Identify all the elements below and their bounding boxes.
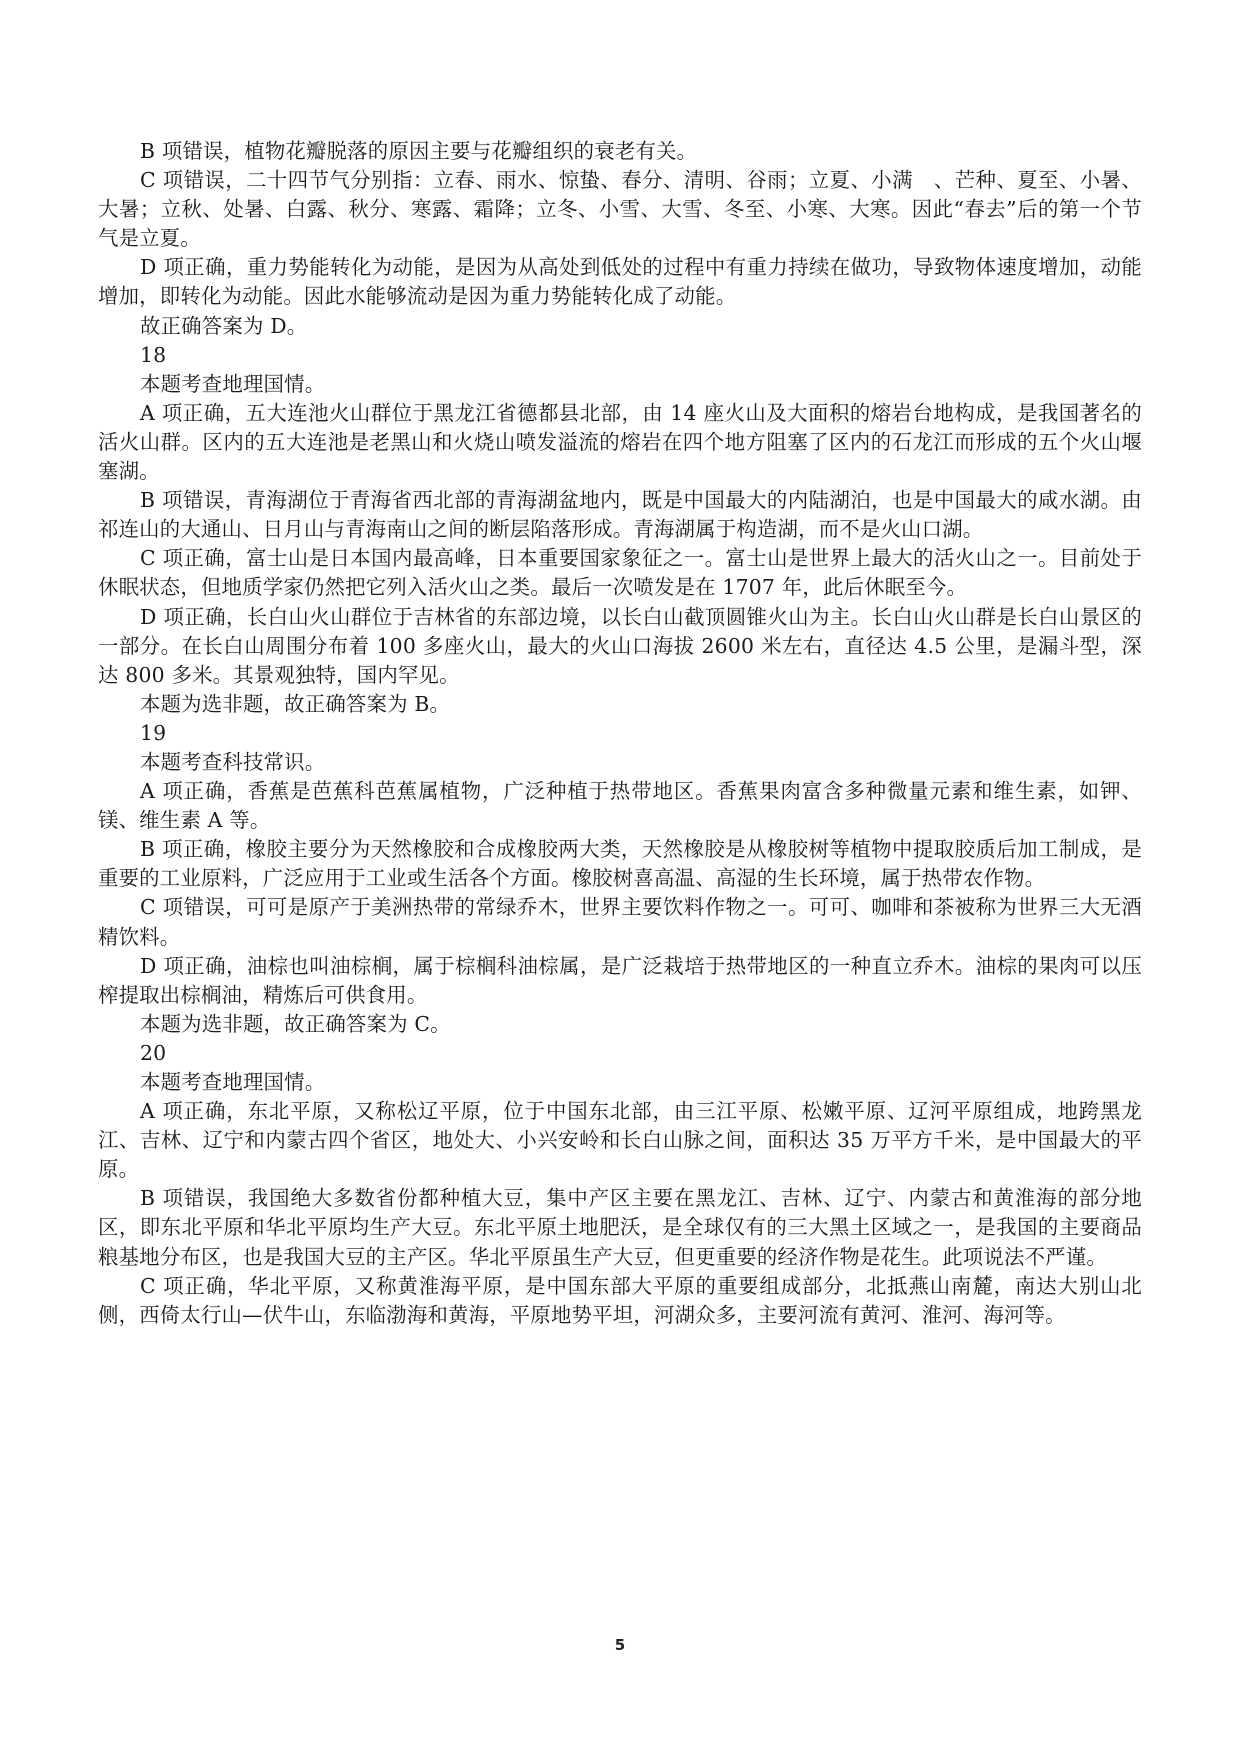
paragraph-option-a-q18: A 项正确，五大连池火山群位于黑龙江省德都县北部，由 14 座火山及大面积的熔岩台地构成，是我国著名的活火山群。区内的五大连池是老黑山和火烧山喷发溢流的熔岩在四个地方阻塞了区内的石龙江而形成的五个火山堰塞湖。	[98, 400, 1142, 484]
topic-q20: 本题考查地理国情。	[140, 1070, 326, 1094]
paragraph-option-c-q20: C 项正确，华北平原，又称黄淮海平原，是中国东部大平原的重要组成部分，北抵燕山南麓，南达大别山北侧，西倚太行山—伏牛山，东临渤海和黄海，平原地势平坦，河湖众多，主要河流有黄河、淮河、海河等。	[98, 1273, 1142, 1327]
document-body	[98, 137, 1142, 1330]
paragraph-option-b-q17: B 项错误，植物花瓣脱落的原因主要与花瓣组织的衰老有关。	[140, 139, 698, 163]
question-number-18: 18	[140, 342, 167, 367]
paragraph-option-d-q18: D 项正确，长白山火山群位于吉林省的东部边境，以长白山截顶圆锥火山为主。长白山火山群是长白山景区的一部分。在长白山周围分布着 100 多座火山，最大的火山口海拔 2600 米左右，直径达 4.5 公里，是漏斗型，深达 800 多米。其景观独特，国内罕见。	[98, 604, 1142, 687]
paragraph-option-c-q19: C 项错误，可可是原产于美洲热带的常绿乔木，世界主要饮料作物之一。可可、咖啡和茶被称为世界三大无酒精饮料。	[98, 895, 1142, 949]
topic-q19: 本题考查科技常识。	[140, 749, 326, 774]
paragraph-option-d-q17: D 项正确，重力势能转化为动能，是因为从高处到低处的过程中有重力持续在做功，导致物体速度增加，动能增加，即转化为动能。因此水能够流动是因为重力势能转化成了动能。	[98, 255, 1142, 309]
topic-q18: 本题考查地理国情。	[140, 371, 326, 396]
answer-q19: 本题为选非题，故正确答案为 C。	[140, 1011, 451, 1036]
paragraph-option-b-q18: B 项错误，青海湖位于青海省西北部的青海湖盆地内，既是中国最大的内陆湖泊，也是中国最大的咸水湖。由祁连山的大通山、日月山与青海南山之间的断层陷落形成。青海湖属于构造湖，而不是火山口湖。	[98, 488, 1142, 542]
paragraph-option-a-q20: A 项正确，东北平原，又称松辽平原，位于中国东北部，由三江平原、松嫩平原、辽河平原组成，地跨黑龙江、吉林、辽宁和内蒙古四个省区，地处大、小兴安岭和长白山脉之间，面积达 35 万平方千米，是中国最大的平原。	[98, 1099, 1142, 1182]
question-number-20: 20	[140, 1040, 167, 1065]
answer-q18: 本题为选非题，故正确答案为 B。	[140, 691, 451, 716]
answer-q17: 故正确答案为 D。	[140, 313, 308, 338]
paragraph-option-b-q19: B 项正确，橡胶主要分为天然橡胶和合成橡胶两大类，天然橡胶是从橡胶树等植物中提取胶质后加工制成，是重要的工业原料，广泛应用于工业或生活各个方面。橡胶树喜高温、高湿的生长环境，属于热带农作物。	[98, 837, 1142, 891]
paragraph-option-c-q18: C 项正确，富士山是日本国内最高峰，日本重要国家象征之一。富士山是世界上最大的活火山之一。目前处于休眠状态，但地质学家仍然把它列入活火山之类。最后一次喷发是在 1707 年，此后休眠至今。	[98, 546, 1142, 600]
paragraph-option-a-q19: A 项正确，香蕉是芭蕉科芭蕉属植物，广泛种植于热带地区。香蕉果肉富含多种微量元素和维生素，如钾、镁、维生素 A 等。	[98, 779, 1142, 833]
question-number-19: 19	[140, 720, 167, 745]
paragraph-option-c-q17: C 项错误，二十四节气分别指：立春、雨水、惊蛰、春分、清明、谷雨；立夏、小满 、芒种、夏至、小暑、大暑；立秋、处暑、白露、秋分、寒露、霜降；立冬、小雪、大雪、冬至、小寒、大寒。因此“春去”后的第一个节气是立夏。	[98, 168, 1142, 251]
paragraph-option-b-q20: B 项错误，我国绝大多数省份都种植大豆，集中产区主要在黑龙江、吉林、辽宁、内蒙古和黄淮海的部分地区，即东北平原和华北平原均生产大豆。东北平原土地肥沃，是全球仅有的三大黑土区域之一，是我国的主要商品粮基地分布区，也是我国大豆的主产区。华北平原虽生产大豆，但更重要的经济作物是花生。此项说法不严谨。	[98, 1186, 1142, 1269]
page-number: 5	[614, 1636, 626, 1654]
paragraph-option-d-q19: D 项正确，油棕也叫油棕榈，属于棕榈科油棕属，是广泛栽培于热带地区的一种直立乔木。油棕的果肉可以压榨提取出棕榈油，精炼后可供食用。	[98, 953, 1142, 1007]
